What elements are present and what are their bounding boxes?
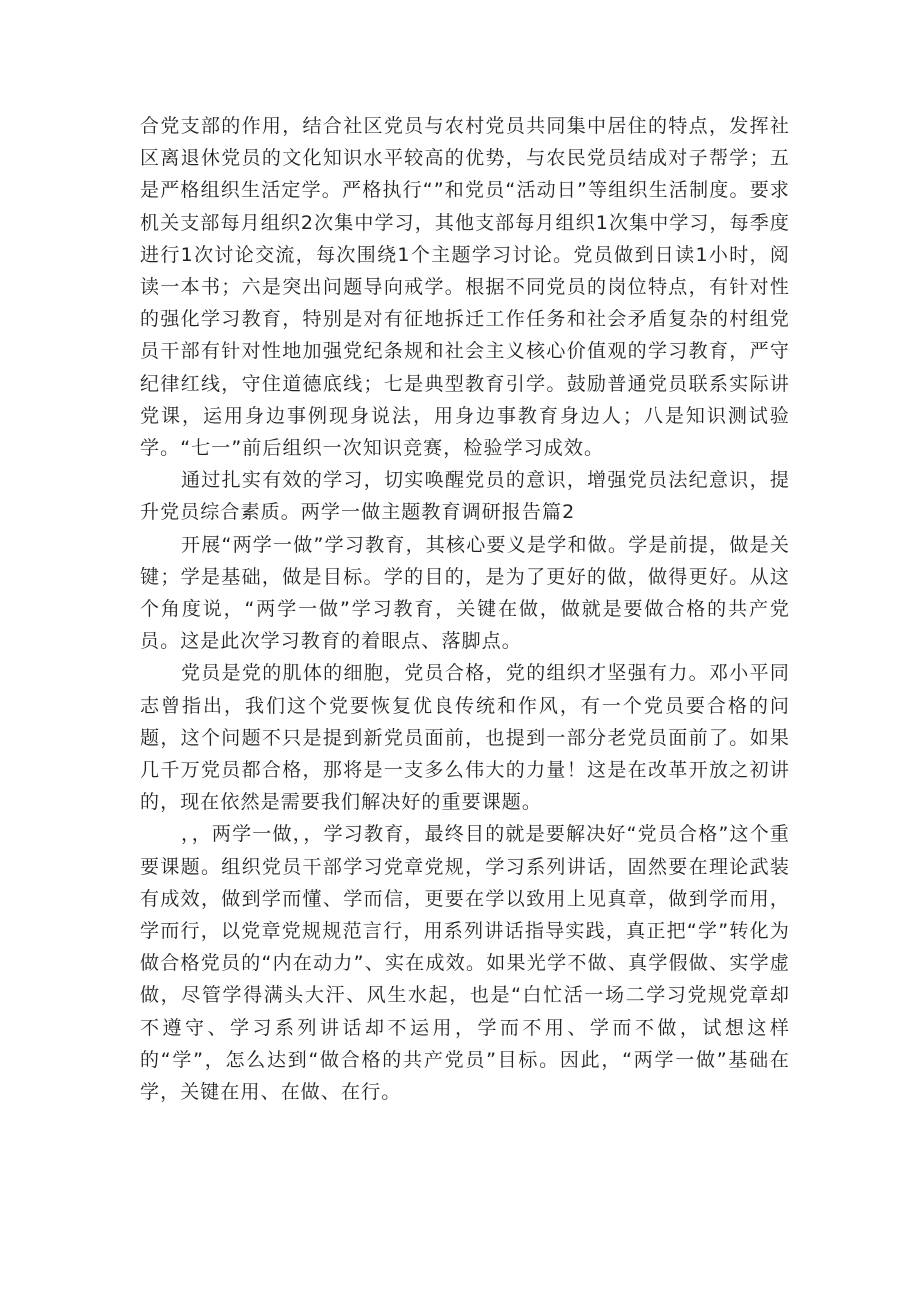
paragraph-continuation: 合党支部的作用，结合社区党员与农村党员共同集中居住的特点，发挥社区离退休党员的文化知识水平较高的优势，与农民党员结成对子帮学；五是严格组织生活定学。严格执行“”和党员“活动日”等组织生活制度。要求机关支部每月组织2次集中学习，其他支部每月组织1次集中学习，每季度进行1次讨论交流，每次围绕1个主题学习讨论。党员做到日读1小时，阅读一本书；六是突出问题导向戒学。根据不同党员的岗位特点，有针对性的强化学习教育，特别是对有征地拆迁工作任务和社会矛盾复杂的村组党员干部有针对性地加强党纪条规和社会主义核心价值观的学习教育，严守纪律红线，守住道德底线；七是典型教育引学。鼓励普通党员联系实际讲党课，运用身边事例现身说法，用身边事教育身边人；八是知识测试验学。“七一”前后组织一次知识竞赛，检验学习成效。 xyxy=(140,115,790,460)
paragraph-final-goal: ，，两学一做，，学习教育，最终目的就是要解决好“党员合格”这个重要课题。组织党员干部学习党章党规，学习系列讲话，固然要在理论武装有成效，做到学而懂、学而信，更要在学以致用上见真章，做到学而用，学而行，以党章党规规范言行，用系列讲话指导实践，真正把“学”转化为做合格党员的“内在动力”、实在成效。如果光学不做、真学假做、实学虚做，尽管学得满头大汗、风生水起，也是“白忙活一场二学习党规党章却不遵守、学习系列讲话却不运用，学而不用、学而不做，试想这样的“学”，怎么达到“做合格的共产党员”目标。因此，“两学一做”基础在学，关键在用、在做、在行。 xyxy=(140,823,790,1104)
paragraph-party-members: 党员是党的肌体的细胞，党员合格，党的组织才坚强有力。邓小平同志曾指出，我们这个党要恢复优良传统和作风，有一个党员要合格的问题，这个问题不只是提到新党员面前，也提到一部分老党员面前了。如果几千万党员都合格，那将是一支多么伟大的力量！这是在改革开放之初讲的，现在依然是需要我们解决好的重要课题。 xyxy=(140,662,790,814)
paragraph-core-meaning: 开展“两学一做”学习教育，其核心要义是学和做。学是前提，做是关键；学是基础，做是目标。学的目的，是为了更好的做，做得更好。从这个角度说，“两学一做”学习教育，关键在做，做就是要做合格的共产党员。这是此次学习教育的着眼点、落脚点。 xyxy=(140,533,790,653)
paragraph-summary: 通过扎实有效的学习，切实唤醒党员的意识，增强党员法纪意识，提升党员综合素质。两学一做主题教育调研报告篇2 xyxy=(140,469,790,524)
document-body xyxy=(140,110,790,1108)
